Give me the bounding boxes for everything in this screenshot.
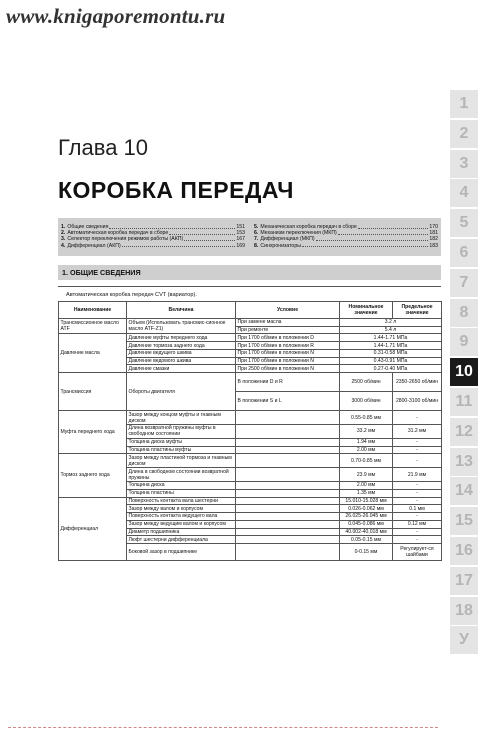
watermark: www.knigaporemontu.ru	[6, 4, 226, 28]
cell-condition: При 1700 об/мин в положении D	[236, 334, 340, 342]
cell-quantity: Зазор между валом и корпусом	[127, 505, 236, 513]
cell-limit: 0.12 мм	[393, 520, 442, 528]
cell-limit: -	[393, 513, 442, 521]
toc-label: Дифференциал (АКП)	[67, 242, 121, 249]
cell-quantity: Давление ведущего шкива	[127, 349, 236, 357]
cell-condition: При 1700 об/мин в положении R	[236, 342, 340, 350]
cell-condition	[236, 513, 340, 521]
table-row	[59, 334, 442, 342]
cell-condition: При 1700 об/мин в положении N	[236, 349, 340, 357]
cell-limit: -	[393, 489, 442, 497]
toc-num: 5.	[254, 224, 259, 230]
toc-label: Дифференциал (МКП)	[260, 236, 315, 243]
cell-condition	[236, 468, 340, 482]
cell-condition	[236, 505, 340, 513]
chapter-tab[interactable]: 8	[450, 299, 478, 327]
cell-nominal: 33.2 мм	[340, 425, 393, 439]
cell-limit: -	[393, 446, 442, 454]
cell-condition: При 2500 об/мин в положении N	[236, 365, 340, 373]
cell-name: Давление масла	[59, 334, 127, 373]
cell-quantity: Зазор между пластиной тормоза и гнавным диском	[127, 454, 236, 468]
cell-nominal: 0.045-0.086 мм	[340, 520, 393, 528]
chapter-tabs	[450, 90, 478, 656]
cell-limit: 2800-3100 об/мин	[393, 392, 442, 411]
toc-page: 151	[236, 224, 245, 230]
toc-page: 153	[236, 230, 245, 237]
cell-quantity: Диаметр подшипника	[127, 528, 236, 536]
toc-page: 183	[429, 242, 438, 249]
spec-table	[58, 301, 442, 561]
table-caption: Автоматическая коробка передач CVT (вариатор).	[66, 292, 197, 298]
cell-nominal: 3000 об/мин	[340, 392, 393, 411]
toc-entry[interactable]	[254, 243, 438, 249]
cell-limit: -	[393, 528, 442, 536]
chapter-title: КОРОБКА ПЕРЕДАЧ	[58, 177, 294, 203]
toc-page: 181	[429, 230, 438, 237]
cell-nominal: 23.9 мм	[340, 468, 393, 482]
cell-quantity: Зазор между концом муфты и гнавным диском	[127, 411, 236, 425]
cell-limit: -	[393, 481, 442, 489]
cell-condition: При замене масла	[236, 318, 340, 326]
cell-name: Дифференциал	[59, 497, 127, 561]
cell-nominal: 3.2 л	[340, 318, 442, 326]
toc-left-column	[61, 224, 245, 249]
cell-nominal: 0.43-0.91 МПа	[340, 357, 442, 365]
chapter-tab[interactable]: 7	[450, 269, 478, 297]
cell-limit: -	[393, 536, 442, 544]
col-header: Величина	[127, 302, 236, 319]
table-header-row	[59, 302, 442, 319]
chapter-tab[interactable]: 15	[450, 507, 478, 535]
chapter-tab[interactable]: 11	[450, 388, 478, 416]
cell-quantity: Толщина пластины муфты	[127, 446, 236, 454]
cell-condition	[236, 454, 340, 468]
cell-nominal: 0-0.15 мм	[340, 544, 393, 561]
chapter-tab[interactable]: 13	[450, 448, 478, 476]
col-header: Наименование	[59, 302, 127, 319]
divider	[8, 727, 438, 728]
table-of-contents	[58, 218, 441, 256]
cell-quantity: Объем (Использовать трансмис-сионное масло ATF-Z1)	[127, 318, 236, 334]
chapter-tab[interactable]: 5	[450, 209, 478, 237]
cell-nominal: 1.94 мм	[340, 438, 393, 446]
cell-condition	[236, 520, 340, 528]
chapter-tab[interactable]: 10	[450, 358, 478, 386]
cell-limit: -	[393, 497, 442, 505]
cell-quantity: Толщина диска	[127, 481, 236, 489]
cell-nominal: 0.70-0.85 мм	[340, 454, 393, 468]
cell-nominal: 26.025-26.045 мм	[340, 513, 393, 521]
toc-label: Механизм переключения (МКП)	[260, 230, 337, 237]
toc-page: 170	[429, 224, 438, 230]
cell-condition: В положении D и R	[236, 373, 340, 392]
cell-limit: 0.1 мм	[393, 505, 442, 513]
toc-entry[interactable]	[61, 243, 245, 249]
chapter-tab[interactable]: 2	[450, 120, 478, 148]
cell-nominal: 2500 об/мин	[340, 373, 393, 392]
cell-limit: -	[393, 454, 442, 468]
cell-nominal: 2.00 мм	[340, 446, 393, 454]
toc-label: Общие сведения	[67, 224, 109, 230]
cell-quantity: Обороты двигателя	[127, 373, 236, 411]
cell-quantity: Длина возвратной пружины муфты в свободном состоянии	[127, 425, 236, 439]
toc-num: 8.	[254, 242, 259, 249]
chapter-tab[interactable]: 1	[450, 90, 478, 118]
cell-nominal: 40.002-40.018 мм	[340, 528, 393, 536]
cell-quantity: Боковой зазор в подшипнике	[127, 544, 236, 561]
cell-condition	[236, 489, 340, 497]
toc-label: Синхронизаторы	[260, 242, 301, 249]
cell-nominal: 0.27-0.40 МПа	[340, 365, 442, 373]
col-header: Условие	[236, 302, 340, 319]
toc-page: 182	[429, 236, 438, 243]
toc-page: 167	[236, 236, 245, 243]
cell-condition	[236, 446, 340, 454]
cell-condition	[236, 411, 340, 425]
toc-label: Механическая коробка передач в сборе	[260, 224, 357, 230]
toc-page: 169	[236, 242, 245, 249]
cell-condition	[236, 481, 340, 489]
table-row	[59, 497, 442, 505]
cell-limit: 31.2 мм	[393, 425, 442, 439]
cell-quantity: Давление муфты переднего хода	[127, 334, 236, 342]
cell-quantity: Давление ведомого шкива	[127, 357, 236, 365]
cell-nominal: 1.44-1.71 МПа	[340, 334, 442, 342]
cell-quantity: Давление смазки	[127, 365, 236, 373]
col-header: Предельное значение	[393, 302, 442, 319]
chapter-tab[interactable]: 6	[450, 239, 478, 267]
cell-nominal: 15.010-15.028 мм	[340, 497, 393, 505]
chapter-tab[interactable]: 16	[450, 537, 478, 565]
toc-num: 6.	[254, 230, 259, 237]
cell-limit: 21.9 мм	[393, 468, 442, 482]
table-row	[59, 318, 442, 326]
cell-quantity: Толщина диска муфты	[127, 438, 236, 446]
toc-label: Автоматическая коробка передач в сборе	[67, 230, 169, 237]
chapter-tab[interactable]: 12	[450, 418, 478, 446]
cell-nominal: 0.026-0.062 мм	[340, 505, 393, 513]
cell-nominal: 1.35 мм	[340, 489, 393, 497]
toc-num: 7.	[254, 236, 259, 243]
section-header	[58, 265, 441, 280]
cell-condition	[236, 544, 340, 561]
toc-num: 3.	[61, 236, 66, 243]
toc-right-column	[254, 224, 438, 249]
cell-condition	[236, 425, 340, 439]
cell-name: Трансмиссия	[59, 373, 127, 411]
chapter-label: Глава 10	[58, 135, 149, 160]
toc-num: 4.	[61, 242, 66, 249]
cell-condition	[236, 438, 340, 446]
chapter-tab[interactable]: 14	[450, 477, 478, 505]
cell-limit: -	[393, 438, 442, 446]
chapter-tab[interactable]: 18	[450, 597, 478, 625]
table-row	[59, 411, 442, 425]
cell-condition: При 1700 об/мин в положении N	[236, 357, 340, 365]
cell-name: Трансмиссионное масло ATF	[59, 318, 127, 334]
cell-name: Тормоз заднего хода	[59, 454, 127, 497]
cell-nominal: 5.4 л	[340, 326, 442, 334]
cell-condition	[236, 536, 340, 544]
cell-name: Муфта переднего хода	[59, 411, 127, 454]
cell-condition	[236, 528, 340, 536]
table-row	[59, 454, 442, 468]
toc-num: 1.	[61, 224, 66, 230]
cell-quantity: Поверхность контакта ведущего вала	[127, 513, 236, 521]
cell-nominal: 0.05-0.15 мм	[340, 536, 393, 544]
chapter-tab[interactable]: 17	[450, 567, 478, 595]
cell-quantity: Длина в свободном состоянии возвратной пружины	[127, 468, 236, 482]
cell-limit: Регулирует-ся шайбами	[393, 544, 442, 561]
cell-nominal: 0.31-0.58 МПа	[340, 349, 442, 357]
cell-quantity: Зазор между ведущим валом и корпусом	[127, 520, 236, 528]
cell-limit: -	[393, 411, 442, 425]
toc-num: 2.	[61, 230, 66, 237]
chapter-tab[interactable]: 4	[450, 179, 478, 207]
chapter-tab[interactable]: 3	[450, 150, 478, 178]
chapter-tab[interactable]: 9	[450, 328, 478, 356]
cell-nominal: 2.00 мм	[340, 481, 393, 489]
chapter-tab[interactable]: У	[450, 626, 478, 654]
divider	[58, 286, 441, 287]
col-header: Номинальное значение	[340, 302, 393, 319]
cell-quantity: Люфт шестерни дифференциала	[127, 536, 236, 544]
cell-condition	[236, 497, 340, 505]
cell-quantity: Толщина пластины	[127, 489, 236, 497]
cell-condition: В положении S и L	[236, 392, 340, 411]
cell-limit: 2350-2650 об/мин	[393, 373, 442, 392]
cell-condition: При ремонте	[236, 326, 340, 334]
cell-quantity: Давление тормоза заднего хода	[127, 342, 236, 350]
cell-quantity: Поверхность контакта вала шестерни	[127, 497, 236, 505]
section-title: 1. ОБЩИЕ СВЕДЕНИЯ	[62, 268, 141, 277]
toc-label: Селектор переключения режимов работы (АКП)	[67, 236, 184, 243]
cell-nominal: 0.55-0.85 мм	[340, 411, 393, 425]
cell-nominal: 1.44-1.71 МПа	[340, 342, 442, 350]
table-row	[59, 373, 442, 392]
